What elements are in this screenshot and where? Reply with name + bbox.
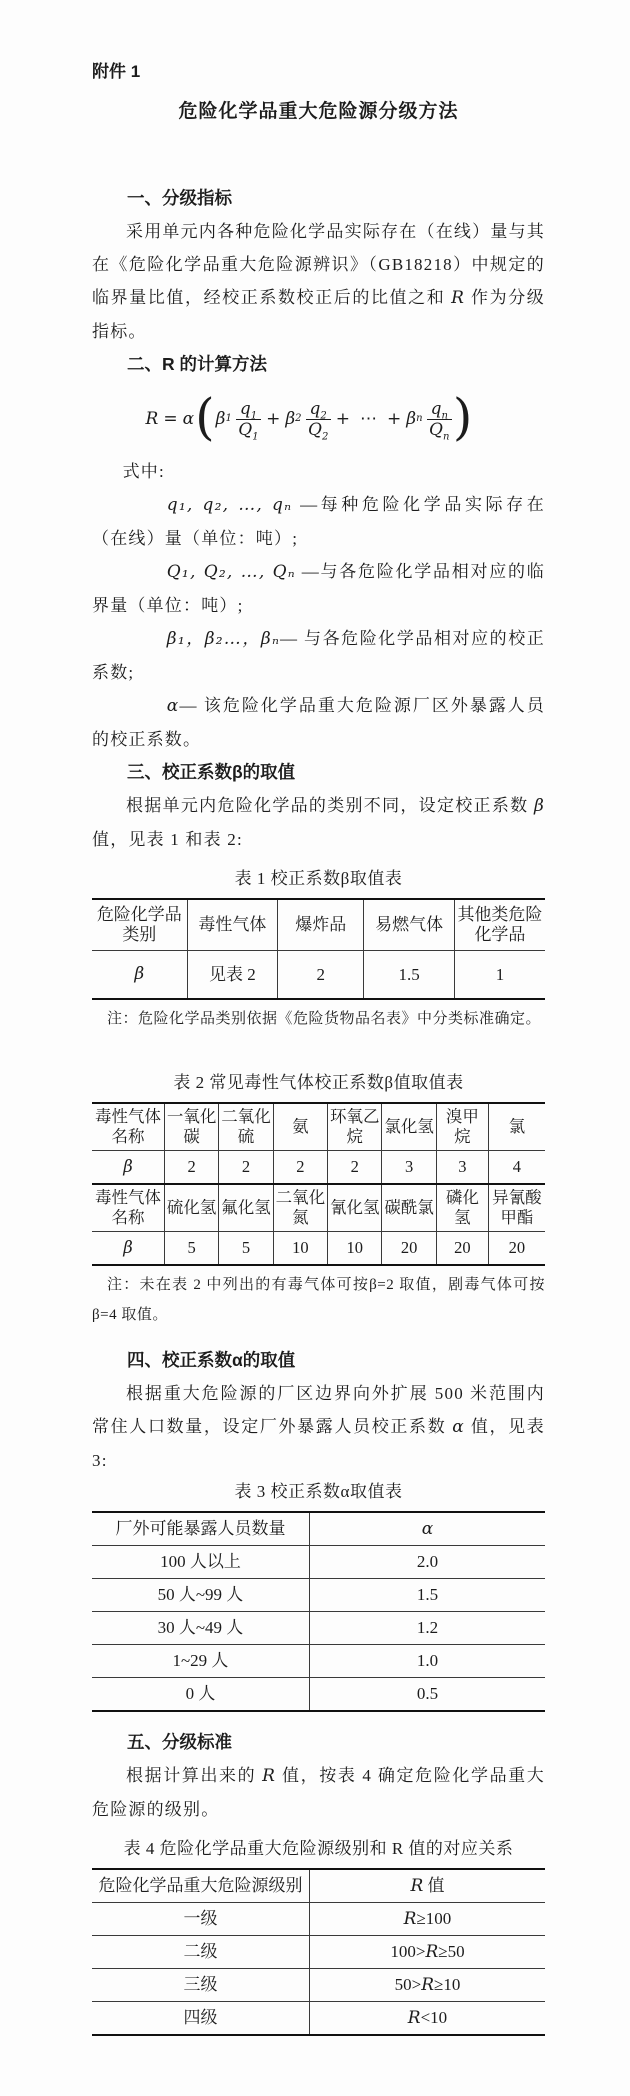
definition-q: [92, 488, 545, 555]
table-4-grading-levels: [92, 1868, 545, 2036]
symbol-run: α: [166, 696, 180, 716]
text-run: 根据计算出来的: [126, 1766, 263, 1785]
equals-sign: =: [163, 408, 178, 429]
level-cell: 一级: [92, 1903, 309, 1936]
value-cell: 3: [436, 1151, 488, 1185]
subscript: n: [442, 430, 450, 442]
denominator: [236, 420, 261, 440]
subscript: n: [441, 409, 448, 421]
plus-sign: +: [387, 408, 402, 429]
definition-alpha: [92, 689, 545, 756]
row-label-beta: β: [92, 951, 187, 1000]
text-run: 100>: [390, 1942, 426, 1961]
value-cell: 2: [164, 1151, 218, 1185]
symbol-alpha: α: [452, 1417, 465, 1437]
formula-term-1: β 1 $\frac{q_1}{Q_1}$: [216, 399, 261, 440]
fraction: [236, 399, 261, 440]
level-cell: 四级: [92, 2002, 309, 2036]
text-run: — 该危险化学品重大危险源厂区外暴露人员的校正系数。: [92, 696, 545, 749]
text-run: ≥10: [434, 1975, 461, 1994]
table-1-note: 注：危险化学品类别依据《危险货物品名表》中分类标准确定。: [107, 1011, 542, 1027]
table-row: [92, 1579, 545, 1612]
gas-cell: 二氧化氮: [273, 1184, 327, 1232]
value-cell: 5: [164, 1232, 218, 1266]
denominator: [427, 420, 452, 440]
header-cell: 厂外可能暴露人员数量: [115, 1519, 286, 1538]
symbol-beta: β: [285, 408, 296, 429]
gas-cell: 氟化氢: [219, 1184, 273, 1232]
text-run: —与各危险化学品相对应的临界量（单位：吨）;: [92, 562, 545, 615]
gas-cell: 异氰酸甲酯: [488, 1184, 545, 1232]
symbol-R: R: [407, 2008, 421, 2028]
spacer: [92, 1034, 545, 1060]
table-row: [92, 1645, 545, 1678]
section-4-paragraph: [92, 1377, 545, 1477]
table-row: [92, 899, 545, 951]
table-row: [92, 1151, 545, 1185]
text-run: 作为分级指标。: [92, 288, 546, 341]
table-row: [92, 1969, 545, 2002]
table-3-caption: 表 3 校正系数α取值表: [234, 1482, 403, 1501]
section-1-paragraph: [92, 215, 545, 348]
text-run: 值: [423, 1876, 445, 1895]
section-5-heading: 五、分级标准: [127, 1732, 232, 1752]
table-row: [92, 1936, 545, 1969]
gas-cell: 二氧化硫: [219, 1103, 273, 1151]
symbol-beta: β: [406, 408, 417, 429]
text-run: — 与各危险化学品相对应的校正系数;: [92, 629, 545, 682]
plus-sign: +: [335, 408, 351, 429]
table-row: [92, 1103, 545, 1151]
header-cell: 其他类危险化学品: [454, 899, 545, 951]
table-row: [92, 1546, 545, 1579]
text-run: 采用单元内各种危险化学品实际存在（在线）量与其在《危险化学品重大危险源辨识》（GB18218）中规定的临界量比值，经校正系数校正后的比值之和: [92, 222, 545, 307]
symbol-Q: Q: [238, 419, 253, 440]
header-cell-alpha: α: [309, 1512, 545, 1546]
table-1-caption: 表 1 校正系数β取值表: [234, 869, 403, 888]
table-row: [92, 951, 545, 1000]
r-range-cell: [309, 1969, 545, 2002]
value-cell: 3: [382, 1151, 436, 1185]
symbol-run: Q₁, Q₂, …, Qₙ: [166, 562, 296, 582]
alpha-cell: 1.0: [309, 1645, 545, 1678]
symbol-alpha: α: [182, 408, 195, 429]
r-range-cell: [309, 1936, 545, 1969]
symbol-R: R: [410, 1876, 424, 1896]
text-run: 50>: [394, 1975, 422, 1994]
table-2-toxic-gas-beta: [92, 1102, 545, 1266]
subscript: 2: [320, 409, 327, 421]
header-cell: 毒性气体名称: [92, 1184, 164, 1232]
gas-cell: 氯: [488, 1103, 545, 1151]
value-cell: 2: [219, 1151, 273, 1185]
subscript: 2: [321, 430, 329, 442]
symbol-R: R: [403, 1909, 417, 1929]
row-label-beta: β: [92, 1151, 164, 1185]
header-cell: 毒性气体: [187, 899, 278, 951]
table-row: [92, 1678, 545, 1712]
value-cell: 2: [273, 1151, 327, 1185]
numerator: [236, 399, 261, 420]
text-run: 根据重大危险源的厂区边界向外扩展 500 米范围内常住人口数量，设定厂外暴露人员校正系数: [92, 1384, 545, 1436]
spacer: [92, 1712, 545, 1726]
numerator: [427, 399, 452, 420]
row-label-beta: β: [92, 1232, 164, 1266]
attachment-label: 附件 1: [92, 62, 141, 81]
section-2-heading: 二、R 的计算方法: [127, 354, 267, 374]
alpha-cell: 1.5: [309, 1579, 545, 1612]
population-cell: 0 人: [92, 1678, 309, 1712]
table-2-note: 注：未在表 2 中列出的有毒气体可按β=2 取值，剧毒气体可按β=4 取值。: [92, 1277, 545, 1323]
subscript: 1: [250, 409, 258, 421]
table-row: [92, 1512, 545, 1546]
symbol-Q: Q: [308, 419, 322, 440]
symbol-q: q: [430, 398, 442, 419]
r-range-cell: [309, 2002, 545, 2036]
header-cell: 易燃气体: [364, 899, 455, 951]
alpha-cell: 2.0: [309, 1546, 545, 1579]
value-cell: 20: [488, 1232, 545, 1266]
section-1-heading: 一、分级指标: [127, 188, 232, 208]
definition-Q: [92, 555, 545, 622]
table-row: [92, 1232, 545, 1266]
text-run: ≥50: [438, 1942, 465, 1961]
header-cell: 爆炸品: [278, 899, 364, 951]
header-cell: 危险化学品重大危险源级别: [98, 1876, 303, 1895]
header-cell: 危险化学品类别: [96, 905, 182, 944]
population-cell: 1~29 人: [92, 1645, 309, 1678]
table-row: [92, 1612, 545, 1645]
text-run: 值，见表 1 和表 2:: [92, 830, 243, 849]
fraction: [427, 399, 452, 440]
header-cell: 毒性气体名称: [94, 1107, 161, 1146]
table-row: [92, 1184, 545, 1232]
value-cell: 10: [328, 1232, 382, 1266]
table-1-beta-values: [92, 898, 545, 1000]
gas-cell: 氨: [273, 1103, 327, 1151]
section-4-heading: 四、校正系数α的取值: [127, 1350, 296, 1370]
alpha-cell: 0.5: [309, 1678, 545, 1712]
numerator: [306, 399, 331, 420]
symbol-R: R: [262, 1766, 277, 1786]
table-row: [92, 1903, 545, 1936]
table-3-alpha-values: [92, 1511, 545, 1712]
r-formula: R = α ( β 1 $\frac{q_1}{Q_1}$ + β 2 $\frac{q_2}{Q_2}$ + ⋯ + β n $\frac{q_n}{Q_n}$ ): [145, 388, 473, 446]
symbol-beta: β: [533, 796, 545, 816]
gas-cell: 硫化氢: [164, 1184, 218, 1232]
symbol-Q: Q: [429, 419, 443, 440]
section-3-paragraph: [92, 789, 545, 856]
formula-term-n: β n $\frac{q_n}{Q_n}$: [406, 399, 452, 440]
text-run: ≥100: [416, 1909, 452, 1928]
population-cell: 30 人~49 人: [92, 1612, 309, 1645]
plus-sign: +: [266, 408, 281, 429]
symbol-run: β₁，β₂…，βₙ: [166, 629, 281, 649]
value-cell: 2: [328, 1151, 382, 1185]
formula-where-label: 式中:: [122, 462, 165, 481]
value-cell: 5: [219, 1232, 273, 1266]
population-cell: 100 人以上: [92, 1546, 309, 1579]
value-cell: 20: [436, 1232, 488, 1266]
section-3-heading: 三、校正系数β的取值: [127, 762, 296, 782]
text-run: 值，按表 4 确定危险化学品重大危险源的级别。: [92, 1766, 545, 1819]
value-cell: 4: [488, 1151, 545, 1185]
symbol-R: R: [421, 1975, 434, 1995]
gas-cell: 环氧乙烷: [328, 1103, 382, 1151]
level-cell: 二级: [92, 1936, 309, 1969]
table-row: [92, 2002, 545, 2036]
symbol-R: R: [425, 1942, 439, 1962]
symbol-q: q: [239, 398, 251, 419]
gas-cell: 溴甲烷: [436, 1103, 488, 1151]
symbol-q: q: [309, 398, 321, 419]
symbol-run: q₁, q₂, …, qₙ: [166, 495, 293, 515]
text-run: <10: [420, 2008, 448, 2027]
denominator: [306, 420, 331, 440]
subscript: 1: [252, 430, 259, 442]
value-cell: 10: [273, 1232, 327, 1266]
spacer: [92, 1330, 545, 1344]
population-cell: 50 人~99 人: [92, 1579, 309, 1612]
value-cell: 见表 2: [187, 951, 278, 1000]
value-cell: 1: [454, 951, 545, 1000]
gas-cell: 一氧化碳: [164, 1103, 218, 1151]
value-cell: 1.5: [364, 951, 455, 1000]
level-cell: 三级: [92, 1969, 309, 2002]
gas-cell: 磷化氢: [436, 1184, 488, 1232]
alpha-cell: 1.2: [309, 1612, 545, 1645]
r-range-cell: [309, 1903, 545, 1936]
text-run: 根据单元内危险化学品的类别不同，设定校正系数: [126, 796, 534, 815]
header-cell-r-value: [309, 1869, 545, 1903]
symbol-R: R: [451, 288, 466, 308]
table-4-caption: 表 4 危险化学品重大危险源级别和 R 值的对应关系: [123, 1839, 514, 1858]
text-run: 值，见表 3:: [92, 1417, 546, 1470]
value-cell: 20: [382, 1232, 436, 1266]
symbol-beta: β: [215, 408, 226, 429]
text-run: —每种危险化学品实际存在（在线）量（单位：吨）;: [92, 495, 545, 548]
definition-beta: [92, 622, 545, 689]
table-row: [92, 1869, 545, 1903]
fraction: [306, 399, 331, 440]
value-cell: 2: [278, 951, 364, 1000]
formula-lhs: R: [145, 408, 159, 429]
page-title: 危险化学品重大危险源分级方法: [178, 101, 459, 122]
gas-cell: 氯化氢: [382, 1103, 436, 1151]
gas-cell: 碳酰氯: [382, 1184, 436, 1232]
section-5-paragraph: [92, 1759, 545, 1826]
gas-cell: 氰化氢: [328, 1184, 382, 1232]
cdots: ⋯: [360, 408, 378, 429]
formula-term-2: β 2 $\frac{q_2}{Q_2}$: [285, 399, 330, 440]
table-2-caption: 表 2 常见毒性气体校正系数β值取值表: [173, 1073, 464, 1092]
